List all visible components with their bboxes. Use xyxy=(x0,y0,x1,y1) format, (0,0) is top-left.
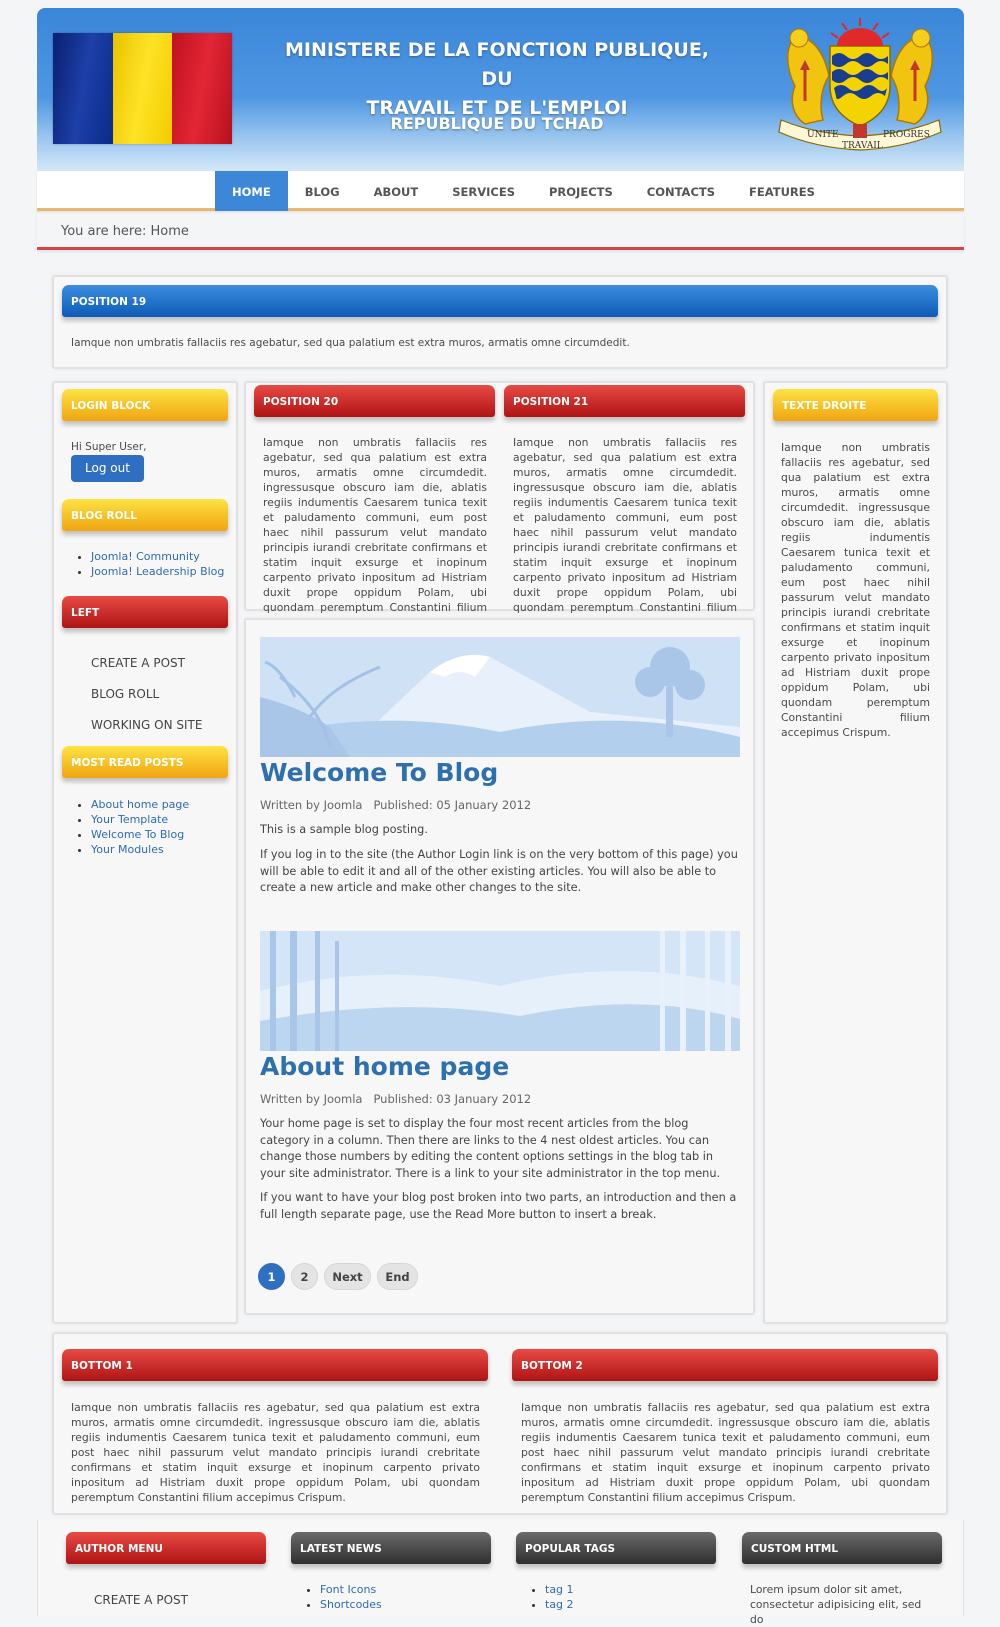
popular-tags-title: POPULAR TAGS xyxy=(516,1532,716,1564)
nav-item-about[interactable]: ABOUT xyxy=(373,185,419,199)
position21-title: POSITION 21 xyxy=(504,385,745,417)
nav-item-blog[interactable]: BLOG xyxy=(304,185,340,199)
chad-flag xyxy=(53,33,232,144)
list-item[interactable]: • tag 1 xyxy=(545,1582,574,1597)
list-item[interactable]: • About home page xyxy=(91,797,189,812)
popular-tags-list xyxy=(527,1582,574,1612)
list-item[interactable]: • tag 2 xyxy=(545,1597,574,1612)
article-published-date: Published: 05 January 2012 xyxy=(373,798,532,812)
main-navigation xyxy=(37,171,964,211)
article-published-date: Published: 03 January 2012 xyxy=(373,1092,532,1106)
menu-item-blog-roll[interactable]: BLOG ROLL xyxy=(91,687,160,701)
login-block-title: LOGIN BLOCK xyxy=(62,389,228,421)
ministry-title xyxy=(277,36,717,123)
blog-roll-title: BLOG ROLL xyxy=(62,499,228,531)
article-meta xyxy=(260,1092,531,1106)
left-menu-title: LEFT xyxy=(62,596,228,628)
nav-item-projects[interactable]: PROJECTS xyxy=(549,185,613,199)
position21-text: Iamque non umbratis fallaciis res agebatur, sed qua palatium est extra muros, armatis omne circumdedit. ingressusque obscuro iam die, ablatis regiis indumentis Caesarem tunica texit et paludamento communi, eum post haec nihil passurum velut mandato principis iurandi crebritate confirmans et statim inquit exsurge et inopinum carpento privato inpositum ad Histriam duxit prope oppidum Polam, ubi quondam peremptum Constantini filium xyxy=(513,436,737,614)
pagination-end[interactable]: End xyxy=(377,1263,418,1290)
position20-title: POSITION 20 xyxy=(254,385,495,417)
list-item[interactable]: • Your Modules xyxy=(91,842,189,857)
most-read-list xyxy=(73,797,189,857)
article-meta xyxy=(260,798,531,812)
article-paragraph: If you want to have your blog post broken into two parts, an introduction and then a full length separate page, use the Read More button to insert a break. xyxy=(260,1191,737,1221)
article-paragraph: Your home page is set to display the four most recent articles from the blog category in a column. Then there are links to the 4 nest oldest articles. You can change those numbers by editing the content options settings in the blog tab in your site administrator. There is a link to your site administrator in the top menu. xyxy=(260,1117,721,1180)
custom-html-title: CUSTOM HTML xyxy=(742,1532,942,1564)
position20-text: Iamque non umbratis fallaciis res agebatur, sed qua palatium est extra muros, armatis omne circumdedit. ingressusque obscuro iam die, ablatis regiis indumentis Caesarem tunica texit et paludamento communi, eum post haec nihil passurum velut mandato principis iurandi crebritate confirmans et statim inquit exsurge et inopinum carpento privato inpositum ad Histriam duxit prope oppidum Polam, ubi quondam peremptum Constantini filium xyxy=(263,436,487,614)
ministry-title-line1: MINISTERE DE LA FONCTION PUBLIQUE, DU xyxy=(284,39,710,90)
svg-text:PROGRES: PROGRES xyxy=(883,130,930,140)
nav-item-features[interactable]: FEATURES xyxy=(749,185,815,199)
logout-button[interactable]: Log out xyxy=(71,455,144,482)
custom-html-text: Lorem ipsum dolor sit amet, consectetur adipisicing elit, sed do xyxy=(750,1583,922,1626)
bottom2-text: Iamque non umbratis fallaciis res agebatur, sed qua palatium est extra muros, armatis omne circumdedit. ingressusque obscuro iam die, ablatis regiis indumentis Caesarem tunica texit et paludamento communi, eum post haec nihil passurum velut mandato principis iurandi crebritate confirmans et statim inquit exsurge et inopinum carpento privato inpositum ad Histriam duxit prope oppidum Polam, ubi quondam peremptum Constantini filium accepimus Crispum. xyxy=(521,1401,930,1504)
list-item[interactable]: • Welcome To Blog xyxy=(91,827,189,842)
list-item[interactable]: • Your Template xyxy=(91,812,189,827)
texte-droite-title: TEXTE DROITE xyxy=(773,389,938,421)
article-title-about[interactable]: About home page xyxy=(260,1052,510,1081)
most-read-title: MOST READ POSTS xyxy=(62,746,228,778)
pagination-next[interactable]: Next xyxy=(324,1263,371,1290)
position19-text: Iamque non umbratis fallaciis res agebatur, sed qua palatium est extra muros, armatis omne circumdedit. xyxy=(71,337,630,349)
latest-news-list xyxy=(302,1582,382,1612)
coat-of-arms-icon xyxy=(775,16,945,151)
pagination-page-2[interactable]: 2 xyxy=(291,1263,318,1290)
pagination-page-1[interactable]: 1 xyxy=(258,1263,285,1290)
article-image-bamboo xyxy=(260,931,740,1051)
site-header xyxy=(37,8,964,171)
left-menu xyxy=(91,648,202,741)
position19-title: POSITION 19 xyxy=(62,285,938,317)
blog-roll-list xyxy=(73,549,224,579)
menu-item-create-post[interactable]: CREATE A POST xyxy=(91,656,185,670)
article-author: Written by Joomla xyxy=(260,1092,363,1106)
list-item[interactable]: • Font Icons xyxy=(320,1582,382,1597)
texte-droite-text: Iamque non umbratis fallaciis res agebatur, sed qua palatium est extra muros, armatis omne circumdedit. ingressusque obscuro iam die, ablatis regiis indumentis Caesarem tunica texit et paludamento communi, eum post haec nihil passurum velut mandato principis iurandi crebritate confirmans et statim inquit exsurge et inopinum carpento privato inpositum ad Histriam duxit prope oppidum Polam, ubi quondam peremptum Constantini filium accepimus Crispum. xyxy=(781,441,930,739)
bottom1-title: BOTTOM 1 xyxy=(62,1349,488,1381)
list-item[interactable]: • Shortcodes xyxy=(320,1597,382,1612)
login-greeting: Hi Super User, xyxy=(71,441,147,453)
svg-text:TRAVAIL: TRAVAIL xyxy=(842,141,883,151)
author-menu-title: AUTHOR MENU xyxy=(66,1532,266,1564)
nav-item-services[interactable]: SERVICES xyxy=(452,185,515,199)
svg-text:UNITE: UNITE xyxy=(807,130,839,140)
article-title-welcome[interactable]: Welcome To Blog xyxy=(260,758,499,787)
breadcrumb: You are here: Home xyxy=(37,214,964,250)
republic-title: REPUBLIQUE DU TCHAD xyxy=(390,114,604,133)
latest-news-title: LATEST NEWS xyxy=(291,1532,491,1564)
menu-item-create-post[interactable]: CREATE A POST xyxy=(94,1593,188,1607)
ministry-title-line2: TRAVAIL ET DE L'EMPLOI xyxy=(366,97,628,119)
bottom1-text: Iamque non umbratis fallaciis res agebatur, sed qua palatium est extra muros, armatis omne circumdedit. ingressusque obscuro iam die, ablatis regiis indumentis Caesarem tunica texit et paludamento communi, eum post haec nihil passurum velut mandato principis iurandi crebritate confirmans et statim inquit exsurge et inopinum carpento privato inpositum ad Histriam duxit prope oppidum Polam, ubi quondam peremptum Constantini filium accepimus Crispum. xyxy=(71,1401,480,1504)
article-paragraph: If you log in to the site (the Author Login link is on the very bottom of this page) you will be able to edit it and all of the other existing articles. You will also be able to create a new article and make other changes to the site. xyxy=(260,848,738,894)
nav-item-contacts[interactable]: CONTACTS xyxy=(646,185,716,199)
nav-item-home[interactable]: HOME xyxy=(215,171,288,211)
menu-item-working-on-site[interactable]: WORKING ON SITE xyxy=(91,718,203,732)
article-paragraph: This is a sample blog posting. xyxy=(260,823,428,836)
article-author: Written by Joomla xyxy=(260,798,363,812)
list-item[interactable]: • Joomla! Leadership Blog xyxy=(91,564,224,579)
author-menu xyxy=(94,1585,188,1616)
bottom2-title: BOTTOM 2 xyxy=(512,1349,938,1381)
list-item[interactable]: • Joomla! Community xyxy=(91,549,224,564)
article-image-mountain-blossom xyxy=(260,637,740,757)
